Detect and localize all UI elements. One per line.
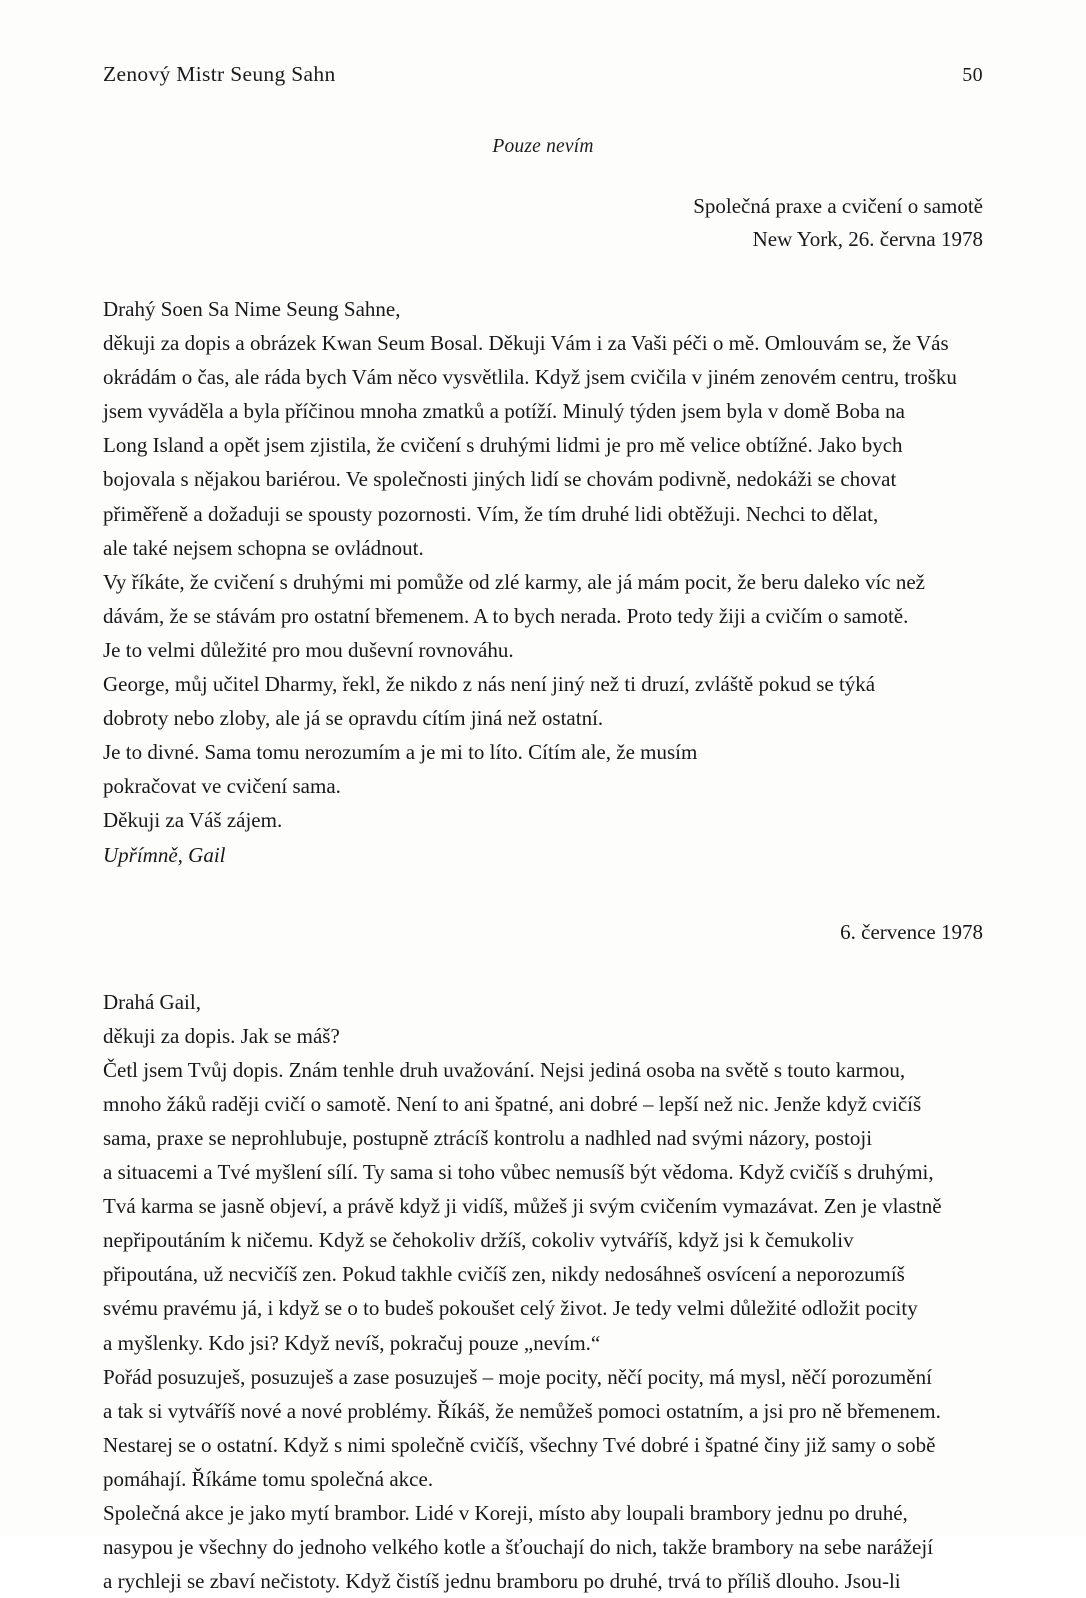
letter-two-body <box>103 985 983 1598</box>
running-head <box>103 62 983 92</box>
section-title: Pouze nevím <box>492 136 594 157</box>
letter-one-closing: Děkuji za Váš zájem. Upřímně, Gail <box>103 803 983 871</box>
paragraph: Četl jsem Tvůj dopis. Znám tenhle druh uvažování. Nejsi jediná osoba na světě s touto karmou, mnoho žáků raději cvičí o samotě. Není to ani špatné, ani dobré – lepší než nic. Jenže když cvičíš sama, praxe se neprohlubuje, postupně ztrácíš kontrolu a nadhled nad svými názory, postoji a situacemi a Tvé myšlení sílí. Ty sama si toho vůbec nemusíš být vědoma. Když cvičíš s druhými, Tvá karma se jasně objeví, a právě když ji vidíš, můžeš ji svým cvičením vymazávat. Zen je vlastně nepřipoutáním k ničemu. Když se čehokoliv držíš, cokoliv vytváříš, když jsi k čemukoliv připoutána, už necvičíš zen. Pokud takhle cvičíš zen, nikdy nedosáhneš osvícení a neporozumíš svému pravému já, i když se o to budeš pokoušet celý život. Je tedy velmi důležité odložit pocity a myšlenky. Kdo jsi? Když nevíš, pokračuj pouze „nevím.“ <box>103 1057 942 1355</box>
letter-two-date: 6. července 1978 <box>840 919 983 944</box>
paragraph: Pořád posuzuješ, posuzuješ a zase posuzuješ – moje pocity, něčí pocity, má mysl, něčí porozumění a tak si vytváříš nové a nové problémy. Říkáš, že nemůžeš pomoci ostatním, a jsi pro ně břemenem. Nestarej se o ostatní. Když s nimi společně cvičíš, všechny Tvé dobré i špatné činy již samy o sobě pomáhají. Říkáme tomu společná akce. <box>103 1364 941 1491</box>
letter-two-salutation: Drahá Gail, <box>103 989 201 1014</box>
paragraph: George, můj učitel Dharmy, řekl, že nikdo z nás není jiný než ti druzí, zvláště pokud se týká dobroty nebo zloby, ale já se opravdu cítím jiná než ostatní. <box>103 672 876 731</box>
letter-one-heading <box>103 190 983 256</box>
letter-one-heading-line: New York, 26. června 1978 <box>752 227 983 251</box>
letter-one-salutation: Drahý Soen Sa Nime Seung Sahne, <box>103 297 401 321</box>
letter-one-signature: Upřímně, Gail <box>103 842 226 867</box>
letter-one-body <box>103 292 983 872</box>
paragraph: děkuji za dopis. Jak se máš? <box>103 1023 340 1048</box>
text-column <box>103 190 983 1598</box>
paragraph: Je to divné. Sama tomu nerozumím a je mi to líto. Cítím ale, že musím pokračovat ve cvičení sama. <box>103 740 698 799</box>
paragraph: Vy říkáte, že cvičení s druhými mi pomůže od zlé karmy, ale já mám pocit, že beru daleko víc než dávám, že se stávám pro ostatní břemenem. A to bych nerada. Proto tedy žiji a cvičím o samotě. Je to velmi důležité pro mou duševní rovnováhu. <box>103 569 925 662</box>
page-number: 50 <box>962 64 983 86</box>
paragraph: Společná akce je jako mytí brambor. Lidé v Koreji, místo aby loupali brambory jednu po druhé, nasypou je všechny do jednoho velkého kotle a šťouchají do nich, takže brambory na sebe narážejí a rychleji se zbaví nečistoty. Když čistíš jednu bramboru po druhé, trvá to příliš dlouho. Jsou-li <box>103 1501 934 1594</box>
letter-one <box>103 190 983 872</box>
letter-one-heading-line: Společná praxe a cvičení o samotě <box>693 194 983 218</box>
running-head-title: Zenový Mistr Seung Sahn <box>103 62 336 86</box>
letter-two <box>103 916 983 1598</box>
paragraph: děkuji za dopis a obrázek Kwan Seum Bosal. Děkuji Vám i za Vaši péči o mě. Omlouvám se, že Vás okrádám o čas, ale ráda bych Vám něco vysvětlila. Když jsem cvičila v jiném zenovém centru, trošku jsem vyváděla a byla příčinou mnoha zmatků a potíží. Minulý týden jsem byla v domě Boba na Long Island a opět jsem zjistila, že cvičení s druhými lidmi je pro mě velice obtížné. Jako bych bojovala s nějakou bariérou. Ve společnosti jiných lidí se chovám podivně, nedokáži se chovat přiměřeně a dožaduji se spousty pozornosti. Vím, že tím druhé lidi obtěžuji. Nechci to dělat, ale také nejsem schopna se ovládnout. <box>103 331 957 560</box>
